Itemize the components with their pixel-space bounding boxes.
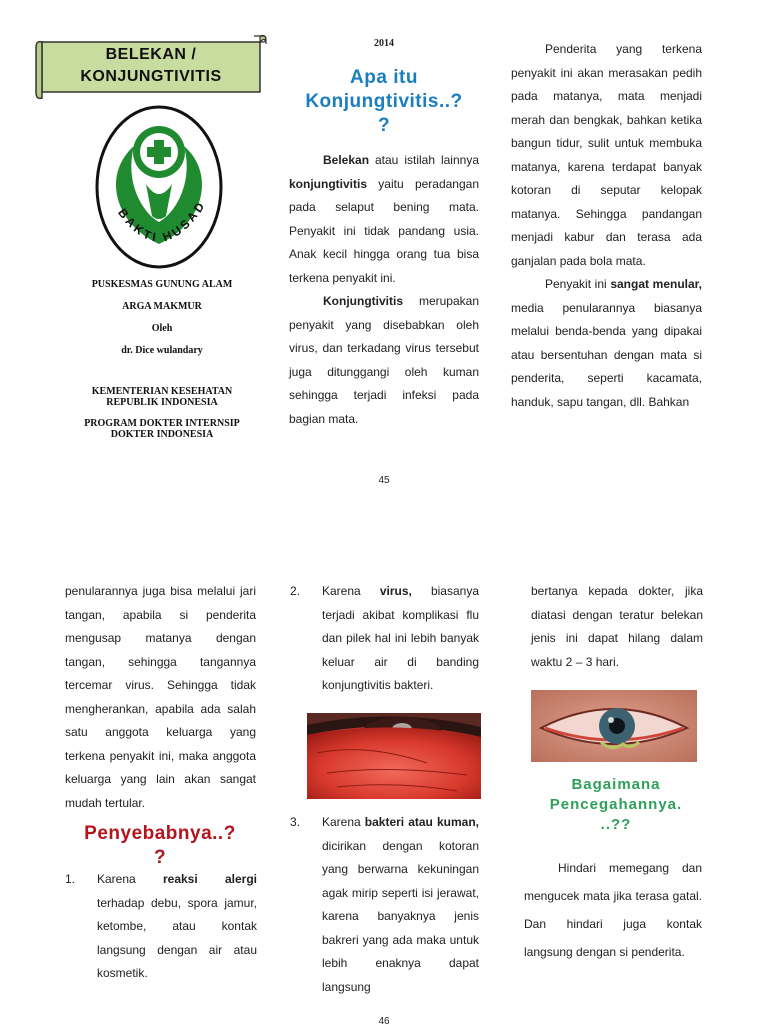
prevent-title-line-2: Pencegahannya. xyxy=(549,796,683,813)
item-text-a: Karena xyxy=(97,872,163,886)
title-line-1: Apa itu xyxy=(350,67,418,88)
term-sangat-menular: sangat menular, xyxy=(610,277,703,291)
symptoms-paragraph: Penderita yang terkena penyakit ini akan merasakan pedih pada matanya, mata menjadi merah dan bengkak, bahkan ketika bangun tidur, sulit untuk membuka matanya, karena terdapat banyak kotoran di seputar kelopak matanya. Sehingga pandangan menjadi kabur dan terasa ada ganjalan pada bola mata. xyxy=(511,42,702,268)
banner-line-1: BELEKAN / xyxy=(105,46,197,63)
banner-line-2: KONJUNGTIVITIS xyxy=(80,68,222,85)
cause-item-1 xyxy=(65,868,257,986)
column-transmission-text xyxy=(65,580,256,815)
org-line-5: KEMENTERIAN KESEHATAN xyxy=(91,386,233,397)
transmission-paragraph: penularannya juga bisa melalui jari tangan, apabila si penderita mengusap matanya dengan tangan, sehingga tangannya tercemar virus. Sehingga tidak mengherankan, apabila ada salah satu anggota keluarga yang terkena penyakit ini, maka anggota keluarga yang lain akan sangat mudah tertular. xyxy=(65,584,256,810)
contagious-text-b: media penularannya biasanya melalui benda-benda yang dipakai atau bersentuhan dengan mata si penderita, seperti kacamata, handuk, sapu tangan, dll. Bahkan xyxy=(511,300,702,409)
title-line-3: ? xyxy=(377,115,391,136)
page-number-46: 46 xyxy=(378,1016,390,1027)
prevention-paragraph: Hindari memegang dan mengucek mata jika terasa gatal. Dan hindari juga kontak langsung dengan si penderita. xyxy=(524,861,702,959)
term-reaksi-alergi: reaksi alergi xyxy=(162,872,257,886)
item-text-b: terhadap debu, spora jamur, ketombe, atau kontak langsung dengan air atau kosmetik. xyxy=(97,895,257,980)
org-line-2: ARGA MAKMUR xyxy=(122,301,202,312)
column-symptoms-text xyxy=(511,38,702,414)
page-number-45: 45 xyxy=(378,475,390,486)
term-virus: virus, xyxy=(379,584,412,598)
red-eye-photo xyxy=(307,713,481,799)
item-text-a: Karena xyxy=(322,815,365,829)
item-number: 3. xyxy=(290,815,301,829)
item-text-b: biasanya terjadi akibat komplikasi flu dan pilek hal ini lebih banyak keluar air di banding konjungtivitis bakteri. xyxy=(322,584,480,692)
org-line-6: REPUBLIK INDONESIA xyxy=(106,397,218,408)
term-belekan: Belekan xyxy=(323,153,370,167)
definition-text-b: yaitu peradangan pada selaput bening mata. Penyakit ini tidak pandang usia. Anak kecil hingga orang tua bisa terkena penyakit ini. xyxy=(289,176,479,285)
section-title-penyebab xyxy=(60,822,260,870)
section-title-pencegahan xyxy=(530,775,702,835)
organization-info xyxy=(62,279,262,440)
year-label: 2014 xyxy=(374,38,394,49)
treatment-paragraph: bertanya kepada dokter, jika diatasi dengan teratur belekan jenis ini dapat hilang dalam waktu 2 – 3 hari. xyxy=(531,584,703,669)
prevent-title-line-1: Bagaimana xyxy=(571,776,661,793)
item-text-b: dicirikan dengan kotoran yang berwarna kekuningan agak mirip seperti isi jerawat, karena banyaknya jenis bakreri yang ada maka untuk lebih enaknya dapat langsung xyxy=(322,838,479,994)
section-title-apa-itu xyxy=(284,66,484,138)
org-line-7: PROGRAM DOKTER INTERNSIP xyxy=(84,418,240,429)
column-definition-text xyxy=(289,149,479,431)
cause-title-line-2: ? xyxy=(153,847,167,868)
org-line-8: DOKTER INDONESIA xyxy=(110,429,214,440)
column-prevention-text xyxy=(524,854,702,966)
term-konjungtivitis-2: Konjungtivitis xyxy=(323,294,403,308)
term-bakteri-atau-kuman: bakteri atau kuman, xyxy=(364,815,479,829)
cause-item-2 xyxy=(290,580,479,698)
contagious-text-a: Penyakit ini xyxy=(545,277,611,291)
item-number: 1. xyxy=(65,872,76,886)
org-line-3: Oleh xyxy=(151,323,173,334)
cause-item-3 xyxy=(290,811,479,999)
cause-title-line-1: Penyebabnya..? xyxy=(84,823,236,844)
org-line-4: dr. Dice wulandary xyxy=(121,345,203,356)
cause-description: merupakan penyakit yang disebabkan oleh virus, dan terkadang virus tersebut juga ditunggangi oleh kuman sehingga terjadi infeksi pada bagian mata. xyxy=(289,294,479,426)
org-line-1: PUSKESMAS GUNUNG ALAM xyxy=(91,279,233,290)
bacterial-eye-photo xyxy=(531,690,697,762)
item-text-a: Karena xyxy=(322,584,380,598)
definition-text-a: atau istilah lainnya xyxy=(369,153,479,167)
title-banner xyxy=(32,34,268,104)
bakti-husada-logo xyxy=(94,104,224,270)
prevent-title-line-3: ..?? xyxy=(600,816,632,833)
title-line-2: Konjungtivitis..? xyxy=(305,91,463,112)
item-number: 2. xyxy=(290,584,301,598)
column-treatment-text xyxy=(531,580,703,674)
term-konjungtivitis: konjungtivitis xyxy=(289,176,367,191)
logo-arc-text: BAKTI HUSAD xyxy=(115,197,209,245)
